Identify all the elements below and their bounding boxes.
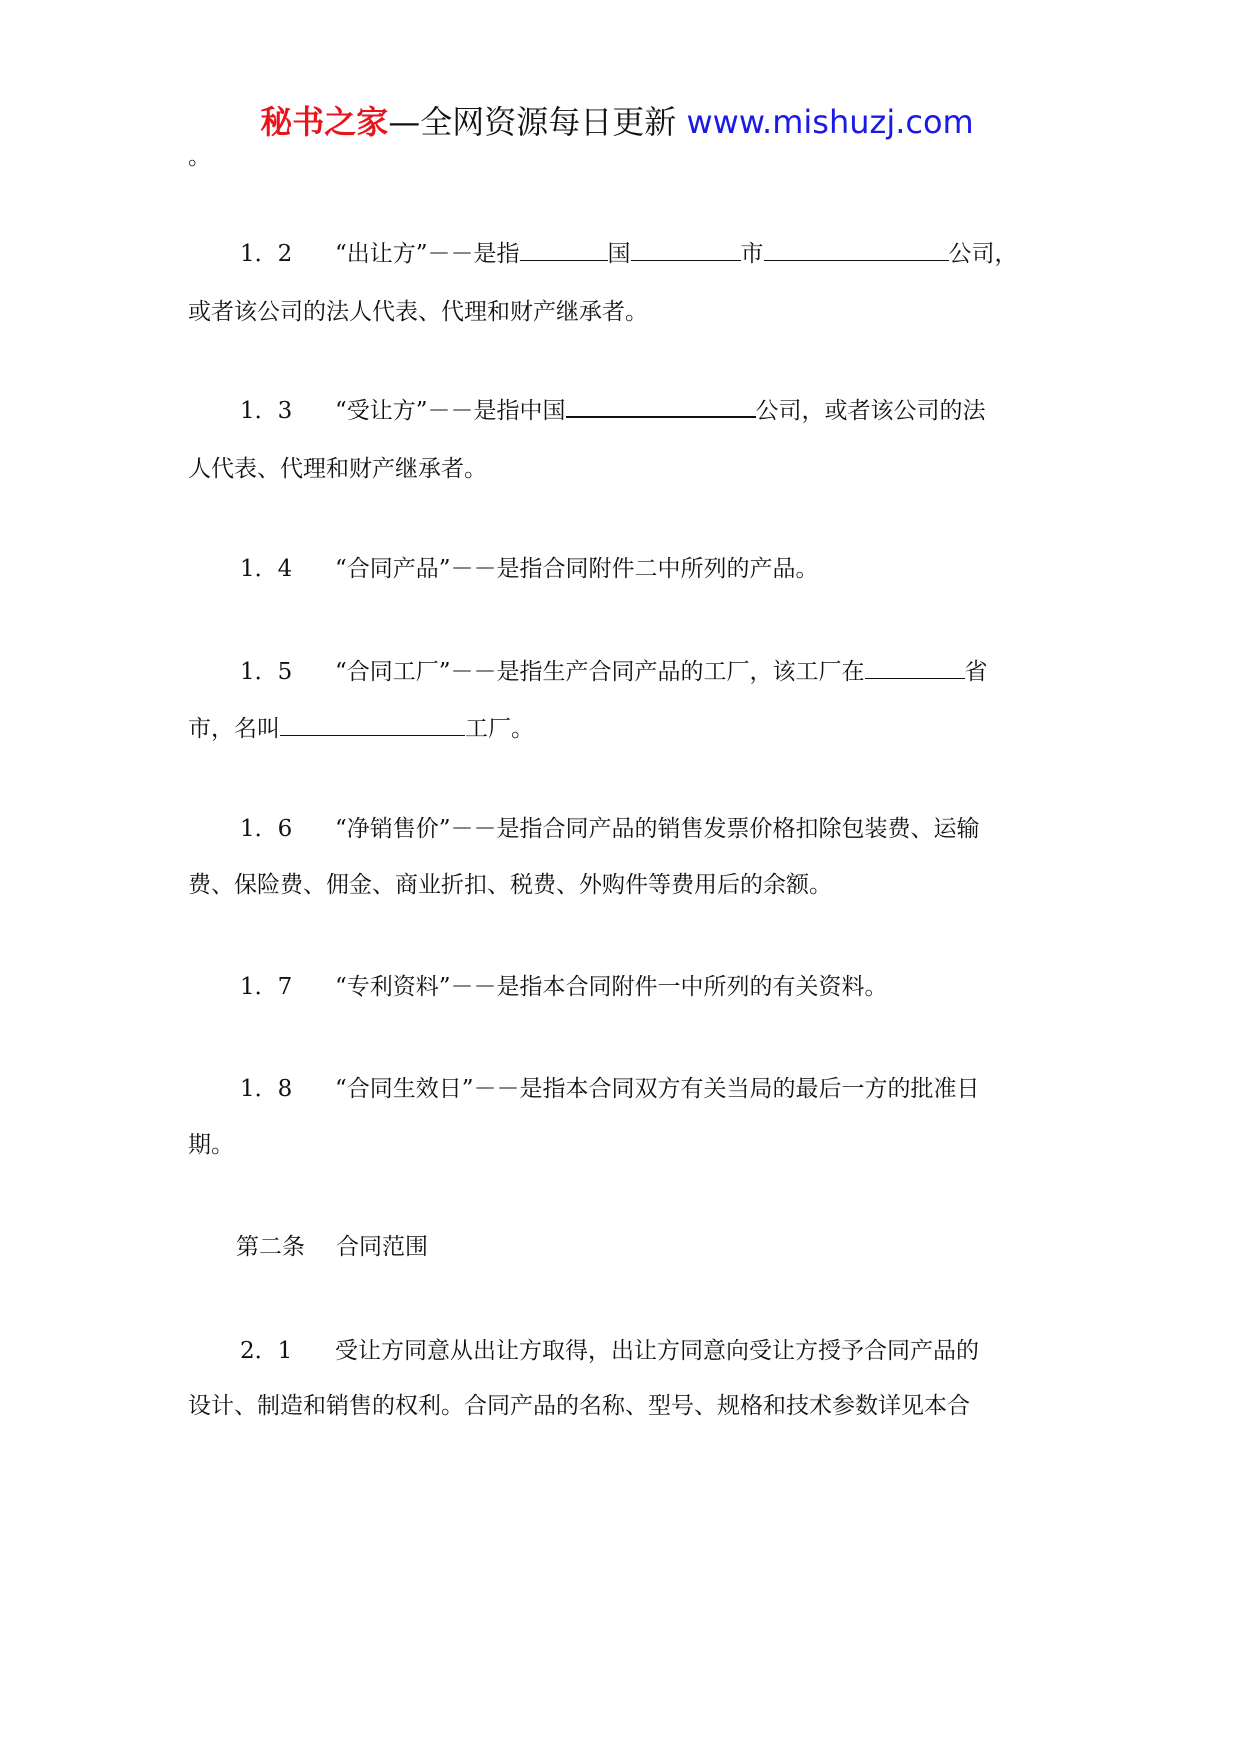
clause-2-1-line1: 2．1 受让方同意从出让方取得，出让方同意向受让方授予合同产品的 [188,1322,1048,1380]
site-tagline: —全网资源每日更新 [388,103,687,141]
clause-1-5-line1: 1．5 “合同工厂”－－是指生产合同产品的工厂，该工厂在 省 [188,643,1048,701]
clause-1-8-line1: 1．8 “合同生效日”－－是指本合同双方有关当局的最后一方的批准日 [188,1060,1048,1118]
clause-1-5-line2: 市，名叫 工厂。 [188,716,534,742]
clause-number: 1．7 [240,974,293,1000]
clause-1-2-line2: 或者该公司的法人代表、代理和财产继承者。 [188,299,648,325]
blank-field [520,240,608,261]
site-brand: 秘书之家 [260,103,389,141]
blank-field [566,396,756,418]
clause-number: 2．1 [240,1338,293,1364]
clause-number: 1．6 [240,816,293,842]
blank-field [865,658,965,679]
blank-field [631,240,741,261]
site-url-link[interactable]: www.mishuzj.com [686,103,974,141]
clause-1-6-line1: 1．6 “净销售价”－－是指合同产品的销售发票价格扣除包装费、运输 [188,800,1048,858]
clause-2-1-line2: 设计、制造和销售的权利。合同产品的名称、型号、规格和技术参数详见本合 [188,1393,970,1419]
clause-1-3-line1: 1．3 “受让方”－－是指中国 公司，或者该公司的法 [188,382,1048,440]
clause-1-2-line1: 1．2 “出让方”－－是指 国 市 公司， [188,225,1048,283]
blank-field [764,240,949,261]
clause-number: 1．2 [240,241,293,267]
article-2-heading: 第二条 合同范围 [188,1218,1048,1276]
clause-number: 1．3 [240,398,293,424]
clause-number: 1．8 [240,1076,293,1102]
article-number: 第二条 [236,1234,305,1260]
blank-field [280,715,465,736]
clause-1-3-line2: 人代表、代理和财产继承者。 [188,456,487,482]
clause-1-7: 1．7 “专利资料”－－是指本合同附件一中所列的有关资料。 [188,958,1048,1016]
clause-1-4: 1．4 “合同产品”－－是指合同附件二中所列的产品。 [188,540,1048,598]
clause-1-8-line2: 期。 [188,1132,234,1158]
clause-number: 1．4 [240,556,293,582]
clause-number: 1．5 [240,659,293,685]
clause-1-6-line2: 费、保险费、佣金、商业折扣、税费、外购件等费用后的余额。 [188,872,832,898]
leading-punctuation: 。 [188,144,211,170]
